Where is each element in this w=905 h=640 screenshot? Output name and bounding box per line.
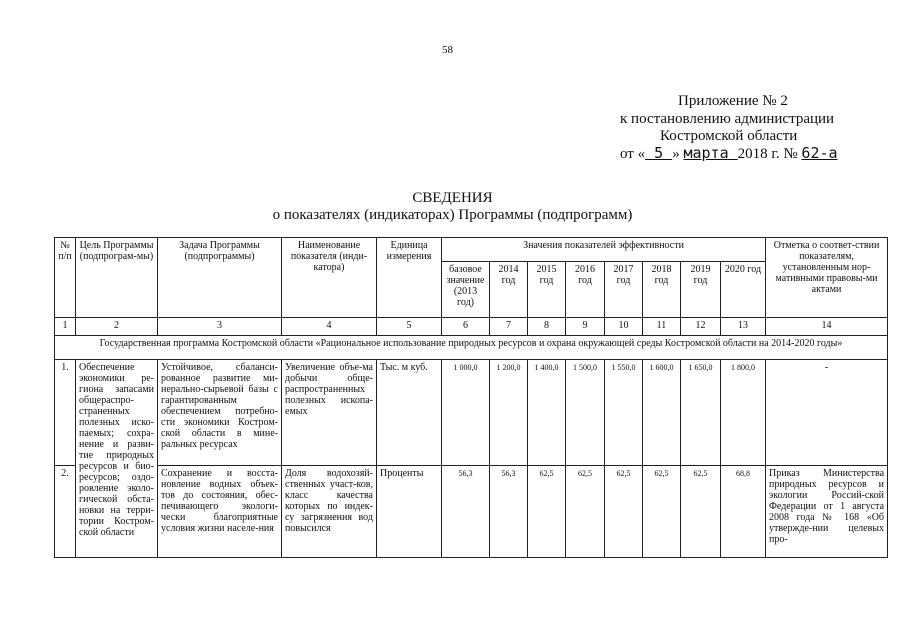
table-row — [55, 466, 888, 558]
value-cell: 62,5 — [605, 466, 643, 558]
decree-mid: » — [672, 146, 684, 162]
header-year-2014: 2014 год — [490, 262, 528, 318]
value-cell: 1 650,0 — [681, 360, 721, 466]
task-cell: Сохранение и восста-новление водных объек-тов до состояния, обес-печивающего экологи-чески благоприятные условия жизни населе-ния — [158, 466, 282, 558]
header-indicator: Наименование показателя (инди-катора) — [282, 238, 377, 318]
value-cell: 56,3 — [442, 466, 490, 558]
column-number-row — [55, 318, 888, 336]
header-note: Отметка о соответ-ствии показателям, установленным нор-мативными правовы-ми актами — [766, 238, 888, 318]
header-year-2018: 2018 год — [643, 262, 681, 318]
goal-cell: Обеспечение экономики ре-гиона запасами общераспро-страненных полезных иско-паемых; сохра-нение и разви-тие природных ресурсов и био-ресурсов; оздо-ровление эколо-гической обста-новки на терри-тории Костром-ской области — [76, 360, 158, 558]
column-number: 12 — [681, 318, 721, 336]
value-cell: 68,8 — [721, 466, 766, 558]
column-number: 9 — [566, 318, 605, 336]
value-cell: 1 400,0 — [528, 360, 566, 466]
row-num: 1. — [55, 360, 76, 466]
header-goal: Цель Программы (подпрограм-мы) — [76, 238, 158, 318]
decree-year: 2018 г. № — [737, 146, 802, 162]
header-unit: Единица измерения — [377, 238, 442, 318]
column-number: 5 — [377, 318, 442, 336]
indicator-cell: Доля водохозяй-ственных участ-ков, класс качества которых по индек-су загрязнения вод повысился — [282, 466, 377, 558]
decree-day: 5 — [645, 144, 673, 162]
indicator-cell: Увеличение объе-ма добычи обще-распространенных полезных ископа-емых — [282, 360, 377, 466]
unit-cell: Проценты — [377, 466, 442, 558]
decree-line-2: Костромской области — [660, 128, 798, 144]
header-num: № п/п — [55, 238, 76, 318]
value-cell: 62,5 — [528, 466, 566, 558]
value-cell: 1 550,0 — [605, 360, 643, 466]
column-number: 8 — [528, 318, 566, 336]
value-cell: 1 000,0 — [442, 360, 490, 466]
value-cell: 1 500,0 — [566, 360, 605, 466]
column-number: 10 — [605, 318, 643, 336]
column-number: 4 — [282, 318, 377, 336]
title-main: СВЕДЕНИЯ — [412, 190, 493, 206]
header-year-2019: 2019 год — [681, 262, 721, 318]
value-cell: 1 200,0 — [490, 360, 528, 466]
decree-prefix: от « — [620, 146, 646, 162]
decree-number: 62-а — [801, 144, 838, 162]
decree-date-line — [620, 145, 880, 163]
column-number: 14 — [766, 318, 888, 336]
value-cell: 62,5 — [643, 466, 681, 558]
appendix-title: Приложение № 2 — [678, 93, 788, 109]
value-cell: 1 800,0 — [721, 360, 766, 466]
column-number: 1 — [55, 318, 76, 336]
header-year-2016: 2016 год — [566, 262, 605, 318]
header-base-value: базовое значение (2013 год) — [442, 262, 490, 318]
column-number: 7 — [490, 318, 528, 336]
column-number: 2 — [76, 318, 158, 336]
unit-cell: Тыс. м куб. — [377, 360, 442, 466]
note-cell: Приказ Министерства природных ресурсов и экологии Россий-ской Федерации от 1 августа 2008 года № 168 «Об утвержде-нии целевых про- — [766, 466, 888, 558]
program-title-row: Государственная программа Костромской области «Рациональное использование природных ресурсов и охрана окружающей среды Костромской области на 2014-2020 годы» — [55, 336, 888, 360]
column-number: 6 — [442, 318, 490, 336]
decree-reference — [620, 111, 880, 163]
header-task: Задача Программы (подпрограммы) — [158, 238, 282, 318]
header-year-2020: 2020 год — [721, 262, 766, 318]
document-title — [0, 190, 905, 224]
task-cell: Устойчивое, сбаланси-рованное развитие ми-нерально-сырьевой базы с гарантированным обеспечением потребно-сти экономики Костром-ской области в мине-ральных ресурсах — [158, 360, 282, 466]
decree-line-1: к постановлению администрации — [620, 111, 835, 127]
value-cell: 1 600,0 — [643, 360, 681, 466]
page-number: 58 — [442, 44, 453, 56]
header-year-2017: 2017 год — [605, 262, 643, 318]
note-cell: - — [766, 360, 888, 466]
header-year-2015: 2015 год — [528, 262, 566, 318]
column-number: 3 — [158, 318, 282, 336]
table-row — [55, 360, 888, 466]
value-cell: 56,3 — [490, 466, 528, 558]
column-number: 11 — [643, 318, 681, 336]
value-cell: 62,5 — [681, 466, 721, 558]
decree-month: марта — [683, 144, 738, 162]
header-values-group: Значения показателей эффективности — [442, 238, 766, 262]
column-number: 13 — [721, 318, 766, 336]
row-num: 2. — [55, 466, 76, 558]
value-cell: 62,5 — [566, 466, 605, 558]
indicators-table — [54, 237, 888, 558]
title-sub: о показателях (индикаторах) Программы (подпрограмм) — [272, 207, 633, 223]
